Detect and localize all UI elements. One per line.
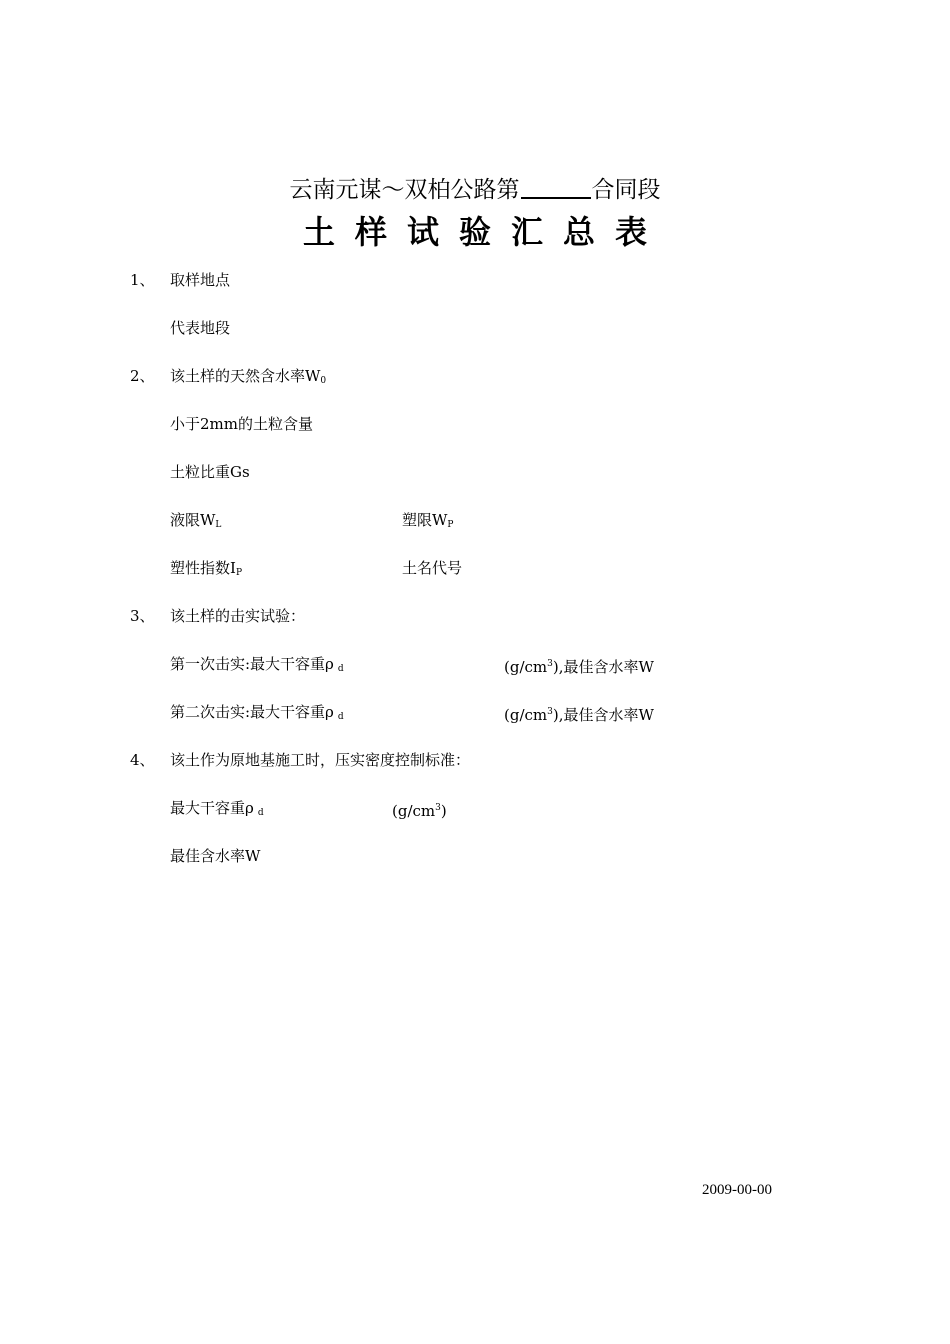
first-compaction-label: 第一次击实:最大干容重ρ $_d$ (170, 655, 344, 674)
item-number: 2、 (130, 367, 155, 385)
max-dry-density-unit: $(g/cm^3)$ (392, 802, 447, 820)
liquid-limit-label: 液限$W_L$ (170, 511, 222, 530)
item-number: 1、 (130, 271, 155, 289)
representative-section-label: 代表地段 (170, 319, 231, 337)
title-prefix: 云南元谋～双柏公路第 (289, 177, 520, 203)
optimum-moisture-label: 最佳含水率W (170, 847, 261, 865)
project-title (0, 172, 950, 208)
fine-content-label: 小于2mm的土粒含量 (170, 415, 313, 433)
max-dry-density-label: 最大干容重ρ $_d$ (170, 799, 264, 818)
main-title: 土样试验汇总表 (302, 213, 667, 251)
control-standard-label: 该土作为原地基施工时，压实密度控制标准： (170, 751, 471, 769)
plasticity-index-label: 塑性指数$I_P$ (170, 559, 242, 578)
compaction-test-label: 该土样的击实试验： (170, 607, 306, 625)
first-compaction-unit: $(g/cm^3)$,最佳含水率W (504, 658, 654, 676)
document-date: 2009-00-00 (702, 1182, 772, 1198)
item-number: 3、 (130, 607, 155, 625)
item-number: 4、 (130, 751, 155, 769)
title-suffix: 合同段 (591, 177, 661, 203)
natural-moisture-label: 该土样的天然含水率$W_0$ (170, 367, 327, 386)
specific-gravity-label: 土粒比重Gs (170, 463, 250, 481)
second-compaction-unit: $(g/cm^3)$,最佳含水率W (504, 706, 654, 724)
second-compaction-label: 第二次击实:最大干容重ρ $_d$ (170, 703, 344, 722)
soil-code-label: 土名代号 (402, 559, 463, 577)
sampling-place-label: 取样地点 (170, 271, 231, 289)
contract-section-blank (521, 173, 591, 199)
plastic-limit-label: 塑限$W_P$ (402, 511, 454, 530)
